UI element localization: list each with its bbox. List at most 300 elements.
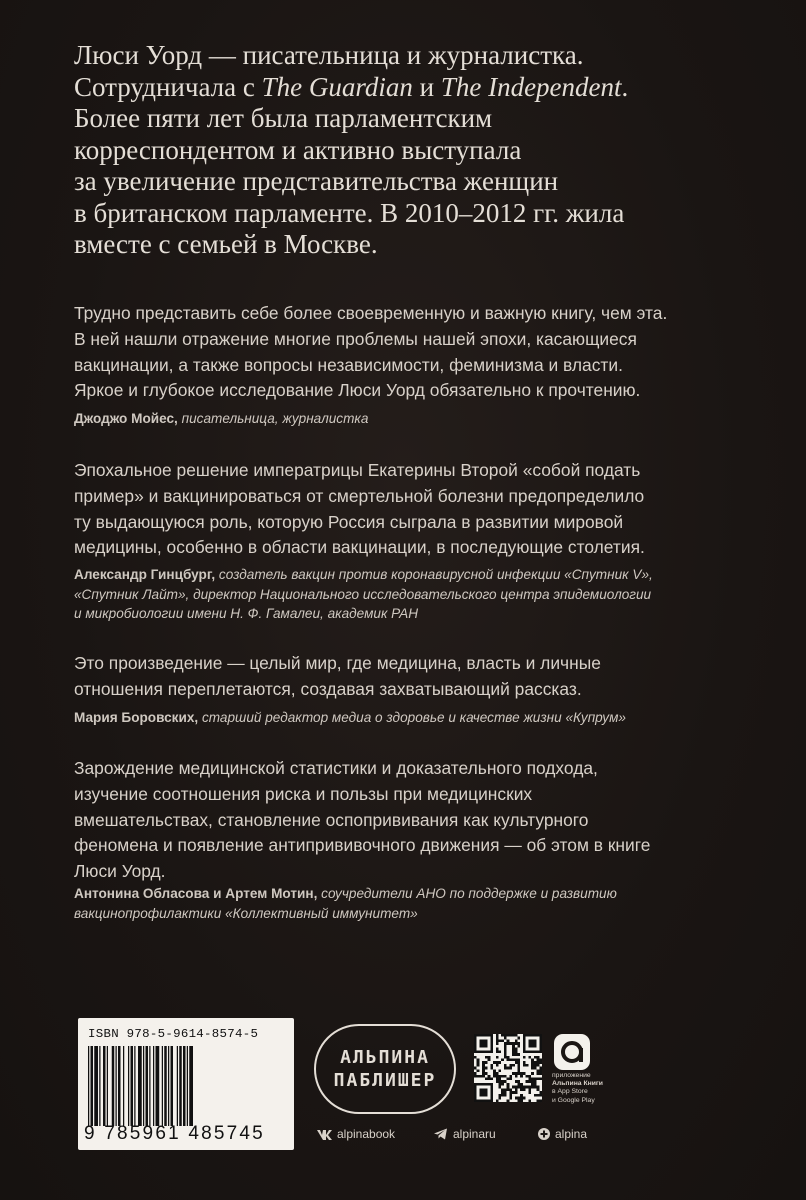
barcode-bar (162, 1046, 163, 1126)
qr-module (504, 1034, 507, 1037)
qr-module (501, 1091, 504, 1094)
qr-module (520, 1075, 523, 1078)
review-quote-moyes (74, 301, 764, 404)
barcode-bar (146, 1046, 149, 1126)
qr-module (509, 1094, 512, 1097)
barcode-bar (164, 1046, 167, 1126)
barcode-bar (103, 1046, 106, 1126)
qr-module (509, 1097, 512, 1100)
review-author: Антонина Обласова и Артем Мотин, (74, 886, 318, 901)
qr-module (512, 1072, 515, 1075)
qr-module (537, 1086, 540, 1089)
review-quote-oblasova-motin (74, 756, 764, 885)
bio-line: Люси Уорд — писательница и журналистка. (74, 40, 584, 70)
qr-module (501, 1094, 504, 1097)
qr-module (488, 1078, 491, 1081)
qr-module (518, 1083, 521, 1086)
qr-module (496, 1042, 499, 1045)
qr-module (490, 1078, 493, 1081)
qr-module (496, 1099, 499, 1102)
qr-module (518, 1053, 521, 1056)
qr-module (485, 1072, 488, 1075)
quote-line: вакцинации, а также вопросы независимости, феминизма и власти. (74, 354, 623, 375)
qr-module (528, 1086, 531, 1089)
qr-module (482, 1061, 485, 1064)
qr-module (504, 1048, 507, 1051)
barcode-bar (123, 1046, 124, 1126)
qr-module (496, 1056, 499, 1059)
barcode-bar (107, 1046, 108, 1126)
qr-module (531, 1080, 534, 1083)
qr-module (518, 1080, 521, 1083)
qr-module (504, 1088, 507, 1091)
qr-module (488, 1056, 491, 1059)
qr-module (482, 1069, 485, 1072)
qr-module (504, 1042, 507, 1045)
qr-module (534, 1078, 537, 1081)
qr-module (537, 1072, 540, 1075)
qr-module (504, 1045, 507, 1048)
qr-module (539, 1094, 542, 1097)
qr-module (501, 1080, 504, 1083)
qr-module (518, 1072, 521, 1075)
review-author-role: создатель вакцин против коронавирусной инфекции «Спутник V», (218, 567, 653, 582)
qr-module (507, 1088, 510, 1091)
qr-module (509, 1034, 512, 1037)
qr-module (512, 1050, 515, 1053)
qr-module (482, 1072, 485, 1075)
qr-module (509, 1091, 512, 1094)
qr-module (493, 1072, 496, 1075)
qr-module (496, 1078, 499, 1081)
qr-module (496, 1034, 499, 1037)
review-attribution-moyes (74, 409, 774, 429)
social-label: alpinaru (453, 1127, 496, 1141)
qr-module (518, 1086, 521, 1089)
qr-module (537, 1088, 540, 1091)
qr-module (531, 1078, 534, 1081)
qr-module (515, 1048, 518, 1051)
review-author: Александр Гинцбург, (74, 567, 216, 582)
social-label: alpinabook (337, 1127, 396, 1141)
qr-module (504, 1094, 507, 1097)
qr-module (518, 1064, 521, 1067)
qr-module (504, 1080, 507, 1083)
qr-module (512, 1045, 515, 1048)
qr-module (474, 1072, 477, 1075)
qr-module (501, 1034, 504, 1037)
qr-module (501, 1075, 504, 1078)
quote-line: Эпохальное решение императрицы Екатерины Второй «собой подать (74, 460, 641, 480)
qr-module (482, 1067, 485, 1070)
qr-module (496, 1072, 499, 1075)
barcode-bar (131, 1046, 134, 1126)
quote-line: Люси Уорд. (74, 861, 166, 882)
barcode-bar (179, 1046, 182, 1126)
qr-module (507, 1099, 510, 1102)
qr-module (534, 1064, 537, 1067)
qr-module (539, 1058, 542, 1061)
qr-module (515, 1088, 518, 1091)
qr-module (528, 1075, 531, 1078)
qr-module (528, 1088, 531, 1091)
qr-module (534, 1061, 537, 1064)
qr-module (474, 1067, 477, 1070)
review-author-role: вакцинопрофилактики «Коллективный иммунитет» (74, 905, 418, 921)
qr-module (485, 1078, 488, 1081)
qr-module (477, 1058, 480, 1061)
qr-module (523, 1072, 526, 1075)
qr-module (515, 1050, 518, 1053)
qr-module (512, 1034, 515, 1037)
qr-module (531, 1083, 534, 1086)
qr-module (498, 1069, 501, 1072)
review-attribution-oblasova-motin (74, 884, 774, 923)
qr-module (485, 1061, 488, 1064)
qr-module (512, 1042, 515, 1045)
barcode-bar (153, 1046, 154, 1126)
qr-module (493, 1075, 496, 1078)
qr-module (531, 1061, 534, 1064)
qr-module (504, 1053, 507, 1056)
quote-line: феномена и появление антипрививочного движения — об этом в книге (74, 835, 651, 856)
qr-module (523, 1088, 526, 1091)
qr-module (498, 1061, 501, 1064)
review-author-role: писательница, журналистка (181, 411, 369, 426)
isbn-barcode (78, 1018, 294, 1150)
qr-module (507, 1039, 510, 1042)
barcode-bar (183, 1046, 186, 1126)
qr-module (515, 1086, 518, 1089)
qr-module (520, 1088, 523, 1091)
social-link-telegram[interactable] (434, 1127, 496, 1141)
qr-module (518, 1067, 521, 1070)
qr-module (490, 1067, 493, 1070)
qr-module (518, 1045, 521, 1048)
qr-module (518, 1097, 521, 1100)
quote-line: Трудно представить себе более своевременную и важную книгу, чем эта. (74, 303, 668, 323)
quote-line: вмешательствах, становление оспопрививания как культурного (74, 809, 589, 830)
qr-module (515, 1034, 518, 1037)
qr-module (515, 1042, 518, 1045)
qr-module (531, 1067, 534, 1070)
app-note-line: и Google Play (552, 1096, 595, 1104)
barcode-bar (116, 1046, 117, 1126)
qr-module (518, 1099, 521, 1102)
qr-module (482, 1064, 485, 1067)
review-quote-gintsburg (74, 458, 764, 561)
barcode-bar (112, 1046, 115, 1126)
social-link-vk[interactable] (316, 1127, 395, 1141)
barcode-bar (128, 1046, 129, 1126)
qr-module (507, 1086, 510, 1089)
barcode-bar (143, 1046, 144, 1126)
qr-module (509, 1042, 512, 1045)
qr-module (504, 1050, 507, 1053)
qr-module (534, 1080, 537, 1083)
quote-line: отношения переплетаются, создавая захватывающий рассказ. (74, 678, 582, 699)
qr-module (488, 1075, 491, 1078)
qr-module (520, 1086, 523, 1089)
qr-module (496, 1037, 499, 1040)
qr-module (507, 1067, 510, 1070)
qr-module (474, 1056, 477, 1059)
bio-line: корреспондентом и активно выступала (74, 134, 522, 165)
qr-module (537, 1061, 540, 1064)
qr-module (520, 1097, 523, 1100)
qr-module (496, 1064, 499, 1067)
qr-module (537, 1058, 540, 1061)
qr-module (515, 1075, 518, 1078)
qr-code-icon (474, 1034, 542, 1102)
review-author-role: «Спутник Лайт», директор Национального исследовательского центра эпидемиологии (74, 586, 652, 602)
barcode-bar (177, 1046, 178, 1126)
social-label: alpina (555, 1127, 588, 1141)
review-author: Мария Боровских, (74, 710, 199, 725)
qr-module (515, 1058, 518, 1061)
review-author-role: старший редактор медиа о здоровье и качестве жизни «Купрум» (201, 710, 626, 725)
bio-line: в британском парламенте. В 2010–2012 гг. жила (74, 197, 625, 228)
qr-module (477, 1075, 480, 1078)
quote-line: Это произведение — целый мир, где медицина, власть и личные (74, 653, 601, 673)
vk-icon (316, 1128, 332, 1140)
qr-module (509, 1088, 512, 1091)
qr-module (498, 1083, 501, 1086)
qr-module (496, 1075, 499, 1078)
qr-module (477, 1064, 480, 1067)
qr-module (498, 1097, 501, 1100)
qr-module (537, 1056, 540, 1059)
qr-module (509, 1064, 512, 1067)
qr-module (539, 1091, 542, 1094)
publisher-logo (314, 1024, 456, 1114)
qr-module (528, 1078, 531, 1081)
qr-module (539, 1099, 542, 1102)
qr-module (531, 1072, 534, 1075)
review-quote-borovskikh (74, 651, 764, 703)
qr-module (493, 1069, 496, 1072)
qr-module (509, 1058, 512, 1061)
qr-module (488, 1058, 491, 1061)
qr-module (512, 1091, 515, 1094)
qr-module (515, 1091, 518, 1094)
publisher-logo-line2: ПАБЛИШЕР (333, 1070, 437, 1091)
barcode-bar (94, 1046, 98, 1126)
qr-module (504, 1064, 507, 1067)
qr-module (490, 1064, 493, 1067)
barcode-bar (134, 1046, 135, 1126)
barcode-bar (91, 1046, 94, 1126)
qr-module (539, 1072, 542, 1075)
barcode-bar (168, 1046, 169, 1126)
qr-module (534, 1083, 537, 1086)
qr-module (477, 1069, 480, 1072)
qr-module (528, 1056, 531, 1059)
qr-module (507, 1058, 510, 1061)
qr-module (520, 1099, 523, 1102)
publisher-logo-line1: АЛЬПИНА (340, 1047, 430, 1068)
qr-module (496, 1061, 499, 1064)
qr-module (482, 1075, 485, 1078)
qr-module (523, 1061, 526, 1064)
qr-module (493, 1061, 496, 1064)
author-bio (74, 40, 764, 261)
barcode-bar (156, 1046, 160, 1126)
qr-module (526, 1080, 529, 1083)
qr-module (498, 1080, 501, 1083)
qr-module (479, 1039, 487, 1047)
app-store-note (552, 1072, 622, 1105)
barcode-bar (189, 1046, 193, 1126)
qr-module (474, 1075, 477, 1078)
qr-module (526, 1086, 529, 1089)
qr-module (498, 1078, 501, 1081)
quote-line: Яркое и глубокое исследование Люси Уорд обязательно к прочтению. (74, 380, 641, 401)
barcode-bar (149, 1046, 150, 1126)
qr-module (515, 1080, 518, 1083)
qr-module (509, 1075, 512, 1078)
barcode-bar (187, 1046, 188, 1126)
qr-module (518, 1058, 521, 1061)
isbn-number: ISBN 978-5-9614-8574-5 (88, 1027, 259, 1041)
qr-module (515, 1053, 518, 1056)
qr-module (523, 1097, 526, 1100)
qr-module (501, 1039, 504, 1042)
qr-module (526, 1064, 529, 1067)
qr-module (479, 1088, 487, 1096)
alpina-app-icon (554, 1034, 590, 1070)
app-note-line: Альпина Книги (552, 1080, 603, 1088)
qr-module (512, 1086, 515, 1089)
review-author-role: соучредители АНО по поддержке и развитию (321, 886, 617, 901)
qr-module (528, 1039, 536, 1047)
qr-module (531, 1086, 534, 1089)
quote-line: ту выдающуюся роль, которую Россия сыграла в развитии мировой (74, 511, 624, 532)
quote-line: изучение соотношения риска и пользы при медицинских (74, 783, 533, 804)
qr-module (537, 1099, 540, 1102)
qr-module (518, 1042, 521, 1045)
qr-module (507, 1034, 510, 1037)
app-note-line: приложение (552, 1072, 591, 1079)
qr-module (518, 1061, 521, 1064)
qr-module (496, 1048, 499, 1051)
qr-module (539, 1067, 542, 1070)
qr-module (520, 1072, 523, 1075)
barcode-bar (118, 1046, 121, 1126)
qr-module (526, 1075, 529, 1078)
qr-module (539, 1069, 542, 1072)
qr-module (531, 1058, 534, 1061)
review-attribution-borovskikh (74, 708, 774, 728)
qr-module (504, 1091, 507, 1094)
qr-module (509, 1078, 512, 1081)
qr-module (518, 1037, 521, 1040)
qr-module (528, 1080, 531, 1083)
qr-module (537, 1094, 540, 1097)
review-attribution-gintsburg (74, 565, 774, 624)
bio-line: за увеличение представительства женщин (74, 166, 559, 196)
qr-module (515, 1061, 518, 1064)
qr-module (537, 1064, 540, 1067)
social-link-alpina[interactable] (538, 1127, 587, 1141)
qr-module (504, 1037, 507, 1040)
bio-line: Более пяти лет была парламентским (74, 103, 493, 133)
qr-module (496, 1080, 499, 1083)
qr-module (498, 1039, 501, 1042)
barcode-bar (171, 1046, 174, 1126)
quote-line: пример» и вакцинироваться от смертельной болезни предопределило (74, 485, 645, 506)
bio-line: вместе с семьей в Москве. (74, 229, 378, 259)
barcode-bar (138, 1046, 142, 1126)
qr-module (504, 1075, 507, 1078)
qr-module (512, 1053, 515, 1056)
barcode-bars-icon (88, 1046, 284, 1126)
qr-module (531, 1064, 534, 1067)
ean-digits: 9 785961 485745 (84, 1123, 265, 1144)
qr-module (523, 1086, 526, 1089)
telegram-icon (434, 1128, 448, 1140)
app-note-line: в App Store (552, 1088, 588, 1096)
qr-module (501, 1058, 504, 1061)
qr-module (512, 1058, 515, 1061)
qr-module (479, 1075, 482, 1078)
qr-module (485, 1067, 488, 1070)
qr-module (507, 1042, 510, 1045)
qr-module (520, 1094, 523, 1097)
qr-module (523, 1064, 526, 1067)
qr-module (498, 1086, 501, 1089)
qr-module (528, 1099, 531, 1102)
qr-module (539, 1078, 542, 1081)
qr-module (512, 1048, 515, 1051)
qr-module (507, 1056, 510, 1059)
qr-module (534, 1086, 537, 1089)
qr-module (504, 1067, 507, 1070)
qr-module (501, 1088, 504, 1091)
qr-module (477, 1061, 480, 1064)
qr-module (534, 1067, 537, 1070)
qr-module (507, 1078, 510, 1081)
qr-module (515, 1072, 518, 1075)
quote-line: Зарождение медицинской статистики и доказательного подхода, (74, 758, 598, 778)
qr-module (518, 1069, 521, 1072)
qr-module (534, 1094, 537, 1097)
qr-module (520, 1083, 523, 1086)
quote-line: В ней нашли отражение многие проблемы нашей эпохи, касающиеся (74, 328, 637, 349)
plus-icon (538, 1128, 550, 1140)
qr-module (537, 1078, 540, 1081)
barcode-bar (99, 1046, 100, 1126)
qr-module (485, 1056, 488, 1059)
qr-module (496, 1039, 499, 1042)
quote-line: медицины, особенно в области вакцинации, в последующие столетия. (74, 537, 645, 558)
barcode-bar (88, 1046, 89, 1126)
qr-module (512, 1064, 515, 1067)
qr-module (539, 1061, 542, 1064)
qr-module (501, 1083, 504, 1086)
qr-module (509, 1067, 512, 1070)
review-author-role: и микробиологии имени Н. Ф. Гамалеи, академик РАН (74, 606, 419, 622)
qr-module (507, 1083, 510, 1086)
qr-module (498, 1075, 501, 1078)
review-author: Джоджо Мойес, (74, 411, 178, 426)
qr-module (498, 1050, 501, 1053)
qr-module (537, 1069, 540, 1072)
qr-module (496, 1050, 499, 1053)
qr-module (534, 1056, 537, 1059)
qr-module (515, 1097, 518, 1100)
bio-line: Сотрудничала с The Guardian и The Independent. (74, 71, 629, 102)
